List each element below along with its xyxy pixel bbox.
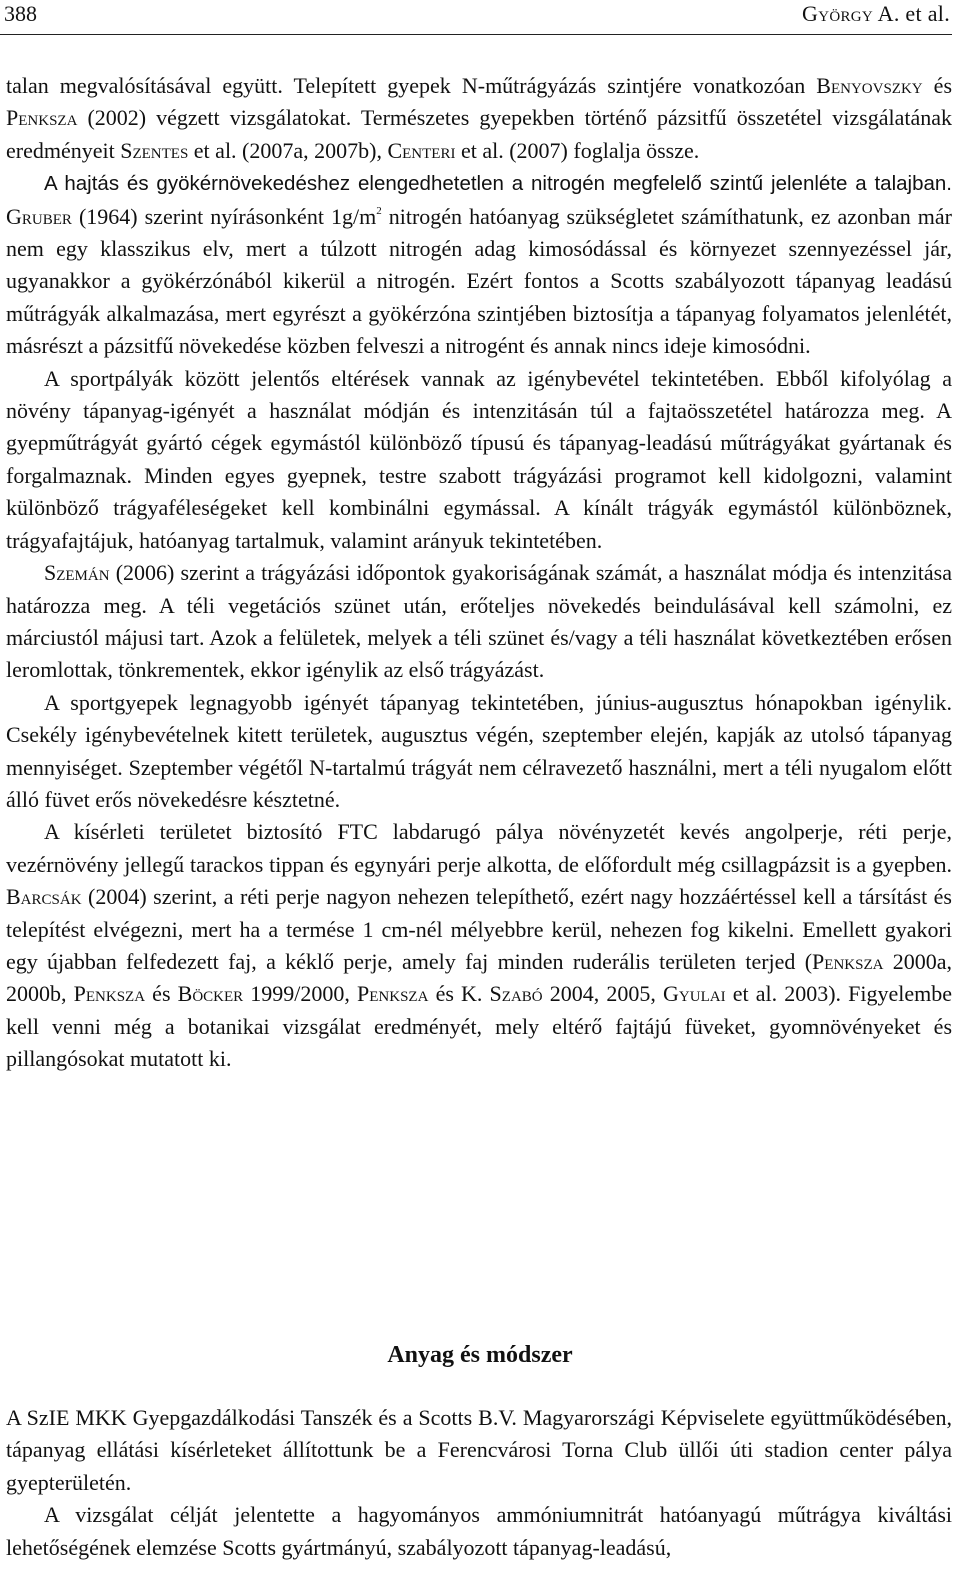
author-name: Penksza	[6, 105, 78, 131]
text-segment: A SzIE MKK Gyepgazdálkodási Tanszék és a Scotts B.V. Magyarországi Képviselete együttműködésében, tápanyag ellátási kísérleteket állítottunk be a Ferencvárosi Torna Club üllői úti stadion center pálya gyepterületén.	[6, 1405, 952, 1495]
body-text	[6, 70, 952, 1076]
text-segment: és	[922, 73, 953, 98]
text-segment: et al. (2007) foglalja össze.	[455, 137, 700, 163]
text-segment: A sportgyepek legnagyobb igényét tápanyag tekintetében, június-augusztus hónapokban igénylik. Csekély igénybevételnek kitett területek, augusztus végén, szeptember elején, kapják az utolsó tápanyag mennyiséget. Szeptember végétől N-tartalmú trágyát nem célravezető használni, mert a téli nyugalom előtt álló füvet erős növekedésre késztetné.	[6, 689, 952, 812]
methods-text	[6, 1402, 952, 1564]
section-heading: Anyag és módszer	[387, 1342, 573, 1368]
text-segment: (1964) szerint nyírásonként 1g/m	[71, 203, 377, 229]
paragraph	[6, 816, 952, 1075]
text-segment: A kísérleti területet biztosító FTC labdarugó pálya növényzetét kevés angolperje, réti perje, vezérnövény jellegű tarackos tippan és egynyári perje alkotta, de előfordult még csillagpázsit is a gyepben.	[6, 819, 952, 877]
text-segment: nitrogén hatóanyag szükségletet számíthatunk, ez azonban már nem egy klasszikus elv, mert a túlzott nitrogén adag kimosódással és környezet szennyezéssel jár, ugyanakkor a gyökérzónából kikerül a nitrogén. Ezért fontos a Scotts szabályozott tápanyag leadású műtrágyák alkalmazása, mert egyrészt a gyökérzóna szintjében biztosítja a tápanyag folyamatos jelenlétét, másrészt a pázsitfű növekedése közben felveszi a nitrogént és annak nincs ideje kimosódni.	[6, 203, 952, 359]
paragraph	[6, 167, 952, 362]
author-name: Centeri	[387, 137, 456, 163]
text-segment: talan megvalósításával együtt. Telepített gyepek N-műtrágyázás szintjére vonatkozóan	[6, 73, 817, 98]
running-head-author: György	[802, 1, 874, 26]
author-name: Penksza	[812, 948, 884, 974]
author-name: Benyovszky	[816, 73, 923, 98]
paragraph	[6, 687, 952, 817]
text-segment: A sportpályák között jelentős eltérések vannak az igénybevétel tekintetében. Ebből kifolyólag a növény tápanyag-igényét a használat módján és intenzitásán túl a fajtaösszetétel határozza meg. A gyepműtrágyát gyártó cégek egymástól különböző típusú és tápanyag-leadású műtrágyákat gyártanak és forgalmaznak. Minden egyes gyepnek, testre szabott trágyázási programot kell kidolgozni, valamint különböző trágyaféleségeket kell kombinálni egymással. A kínált trágyák egymástól különböznek, trágyafajtájuk, hatóanyag tartalmuk, valamint arányuk tekintetében.	[6, 365, 952, 553]
text-segment: (2004) szerint, a réti perje nagyon nehezen telepíthető, ezért nagy hozzáértéssel kell a társítást és telepítést elvégezni, mert ha a termése 1 cm-nél mélyebbre kerül, nehezen fog kikelni. Emellett gyakori egy újabban felfedezett faj, a kéklő perje, amely faj minden ruderális területen terjed (	[6, 884, 952, 974]
author-name: Szentes	[120, 137, 189, 163]
paragraph	[6, 363, 952, 557]
text-segment: és	[145, 981, 178, 1007]
author-name: Gyulai	[663, 981, 726, 1007]
text-segment: 2004, 2005,	[542, 981, 664, 1007]
author-name: Gruber	[6, 203, 72, 229]
author-name: Szabó	[489, 981, 543, 1007]
author-name: Böcker	[177, 981, 244, 1007]
text-segment: és K.	[428, 981, 490, 1007]
running-head	[802, 2, 950, 26]
paragraph	[6, 70, 952, 167]
text-segment: et al. 2003). Figyelembe kell venni még a botanikai vizsgálat eredményét, mely eltérő fajtájú füveket, gyomnövényeket és pillangósokat mutatott ki.	[6, 981, 953, 1072]
running-head-suffix: A. et al.	[873, 1, 950, 26]
superscript: 2	[376, 204, 382, 217]
author-name: Szemán	[44, 560, 110, 586]
text-segment: (2002) végzett vizsgálatokat. Természetes gyepekben történő pázsitfű összetétel vizsgálatának eredményeit	[6, 105, 952, 163]
text-segment: et al. (2007a, 2007b),	[188, 137, 388, 163]
text-segment: 1999/2000,	[243, 981, 358, 1007]
author-name: Barcsák	[6, 884, 82, 910]
author-name: Penksza	[73, 981, 146, 1007]
paragraph	[6, 1402, 952, 1499]
page-header	[0, 0, 952, 35]
paragraph	[6, 1499, 952, 1564]
page-number: 388	[4, 1, 37, 26]
author-name: Penksza	[357, 981, 429, 1007]
text-segment: A vizsgálat célját jelentette a hagyományos ammóniumnitrát hatóanyagú műtrágya kiváltási lehetőségének elemzése Scotts gyártmányú, szabályozott tápanyag-leadású,	[6, 1502, 952, 1560]
paragraph	[6, 557, 952, 687]
text-segment: (2006) szerint a trágyázási időpontok gyakoriságának számát, a használat módja és intenzitása határozza meg. A téli vegetációs szünet után, erőteljes növekedés beindulásával kell számolni, ez márciustól májusi tart. Azok a felületek, melyek a téli szünet és/vagy a téli használat következtében erősen leromlottak, tönkrementek, ekkor igénylik az első trágyázást.	[6, 560, 952, 683]
text-segment: A hajtás és gyökérnövekedéshez elengedhetetlen a nitrogén megfelelő szintű jelenléte a talajban.	[44, 172, 952, 196]
text-segment: 2000a, 2000b,	[6, 948, 953, 1007]
